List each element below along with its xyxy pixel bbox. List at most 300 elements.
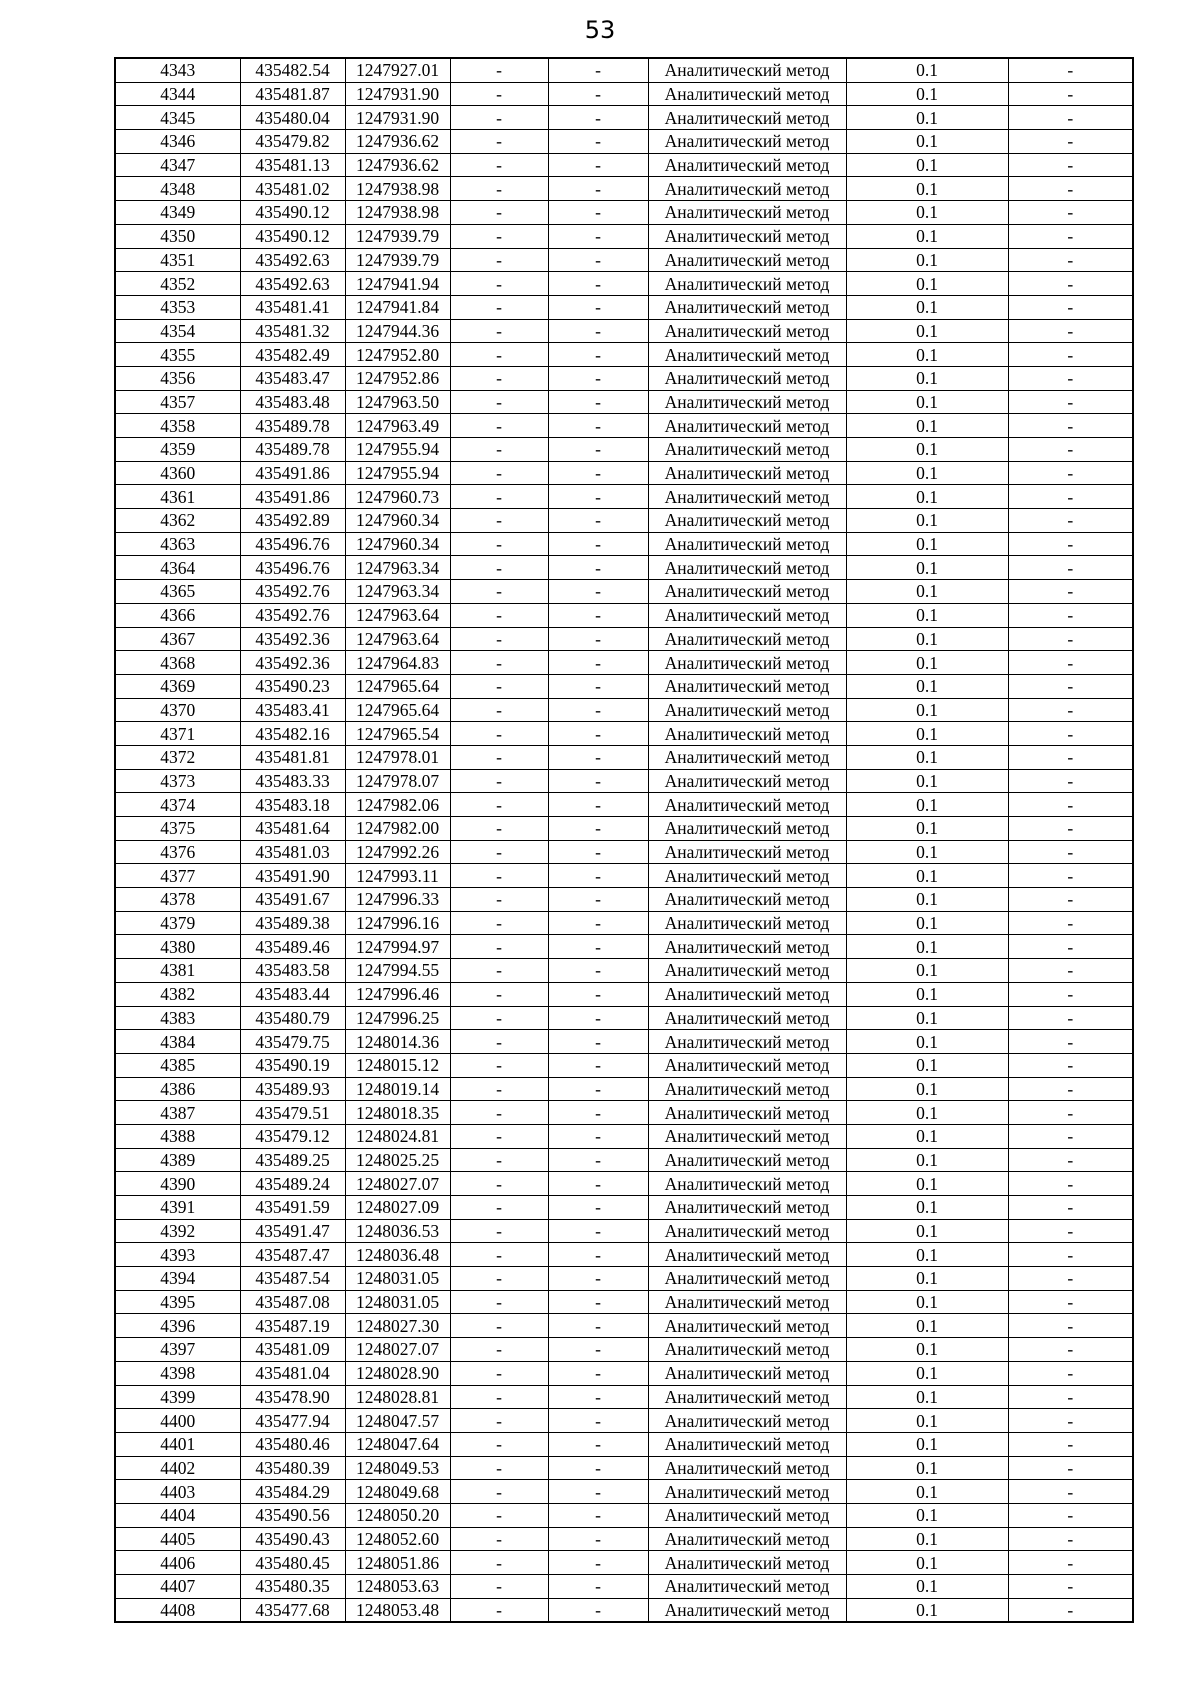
point-number-cell: 4380 xyxy=(115,935,240,959)
table-row xyxy=(115,793,1133,817)
empty-value-cell: - xyxy=(1008,1030,1133,1054)
table-row xyxy=(115,1361,1133,1385)
y-coordinate-cell: 1247944.36 xyxy=(345,319,450,343)
accuracy-cell: 0.1 xyxy=(846,1385,1008,1409)
empty-value-cell: - xyxy=(548,769,648,793)
empty-value-cell: - xyxy=(1008,1267,1133,1291)
point-number-cell: 4395 xyxy=(115,1290,240,1314)
x-coordinate-cell: 435481.02 xyxy=(240,177,345,201)
empty-value-cell: - xyxy=(1008,1456,1133,1480)
empty-value-cell: - xyxy=(450,698,548,722)
empty-value-cell: - xyxy=(450,1361,548,1385)
empty-value-cell: - xyxy=(450,959,548,983)
empty-value-cell: - xyxy=(548,1575,648,1599)
x-coordinate-cell: 435482.54 xyxy=(240,58,345,82)
empty-value-cell: - xyxy=(548,1480,648,1504)
empty-value-cell: - xyxy=(548,1409,648,1433)
point-number-cell: 4403 xyxy=(115,1480,240,1504)
coordinates-table-body xyxy=(115,58,1133,1622)
empty-value-cell: - xyxy=(548,224,648,248)
point-number-cell: 4344 xyxy=(115,82,240,106)
method-cell: Аналитический метод xyxy=(648,698,846,722)
empty-value-cell: - xyxy=(450,911,548,935)
empty-value-cell: - xyxy=(1008,1432,1133,1456)
table-row xyxy=(115,1456,1133,1480)
y-coordinate-cell: 1248027.30 xyxy=(345,1314,450,1338)
table-row xyxy=(115,1267,1133,1291)
table-row xyxy=(115,461,1133,485)
empty-value-cell: - xyxy=(450,1575,548,1599)
accuracy-cell: 0.1 xyxy=(846,1290,1008,1314)
y-coordinate-cell: 1247992.26 xyxy=(345,840,450,864)
empty-value-cell: - xyxy=(450,1267,548,1291)
y-coordinate-cell: 1247927.01 xyxy=(345,58,450,82)
empty-value-cell: - xyxy=(1008,1409,1133,1433)
x-coordinate-cell: 435491.90 xyxy=(240,864,345,888)
empty-value-cell: - xyxy=(1008,1575,1133,1599)
empty-value-cell: - xyxy=(548,1172,648,1196)
table-row xyxy=(115,1006,1133,1030)
method-cell: Аналитический метод xyxy=(648,106,846,130)
empty-value-cell: - xyxy=(1008,1124,1133,1148)
method-cell: Аналитический метод xyxy=(648,248,846,272)
empty-value-cell: - xyxy=(548,319,648,343)
accuracy-cell: 0.1 xyxy=(846,390,1008,414)
method-cell: Аналитический метод xyxy=(648,1480,846,1504)
empty-value-cell: - xyxy=(450,201,548,225)
y-coordinate-cell: 1248014.36 xyxy=(345,1030,450,1054)
method-cell: Аналитический метод xyxy=(648,745,846,769)
accuracy-cell: 0.1 xyxy=(846,1243,1008,1267)
accuracy-cell: 0.1 xyxy=(846,1432,1008,1456)
method-cell: Аналитический метод xyxy=(648,1196,846,1220)
accuracy-cell: 0.1 xyxy=(846,1101,1008,1125)
empty-value-cell: - xyxy=(1008,438,1133,462)
x-coordinate-cell: 435489.46 xyxy=(240,935,345,959)
point-number-cell: 4348 xyxy=(115,177,240,201)
empty-value-cell: - xyxy=(450,769,548,793)
empty-value-cell: - xyxy=(1008,817,1133,841)
empty-value-cell: - xyxy=(450,888,548,912)
table-row xyxy=(115,1551,1133,1575)
y-coordinate-cell: 1247993.11 xyxy=(345,864,450,888)
table-row xyxy=(115,153,1133,177)
y-coordinate-cell: 1247964.83 xyxy=(345,651,450,675)
empty-value-cell: - xyxy=(548,485,648,509)
empty-value-cell: - xyxy=(450,1172,548,1196)
x-coordinate-cell: 435491.67 xyxy=(240,888,345,912)
table-row xyxy=(115,1385,1133,1409)
table-row xyxy=(115,817,1133,841)
y-coordinate-cell: 1248028.81 xyxy=(345,1385,450,1409)
y-coordinate-cell: 1247960.34 xyxy=(345,532,450,556)
method-cell: Аналитический метод xyxy=(648,722,846,746)
x-coordinate-cell: 435479.82 xyxy=(240,130,345,154)
method-cell: Аналитический метод xyxy=(648,1409,846,1433)
table-row xyxy=(115,1219,1133,1243)
empty-value-cell: - xyxy=(1008,1361,1133,1385)
method-cell: Аналитический метод xyxy=(648,1361,846,1385)
empty-value-cell: - xyxy=(1008,390,1133,414)
point-number-cell: 4372 xyxy=(115,745,240,769)
empty-value-cell: - xyxy=(450,935,548,959)
table-row xyxy=(115,674,1133,698)
empty-value-cell: - xyxy=(450,177,548,201)
empty-value-cell: - xyxy=(450,651,548,675)
x-coordinate-cell: 435492.89 xyxy=(240,509,345,533)
empty-value-cell: - xyxy=(548,793,648,817)
y-coordinate-cell: 1248025.25 xyxy=(345,1148,450,1172)
y-coordinate-cell: 1248050.20 xyxy=(345,1503,450,1527)
method-cell: Аналитический метод xyxy=(648,1527,846,1551)
y-coordinate-cell: 1247963.34 xyxy=(345,556,450,580)
y-coordinate-cell: 1247996.25 xyxy=(345,1006,450,1030)
empty-value-cell: - xyxy=(1008,1480,1133,1504)
method-cell: Аналитический метод xyxy=(648,959,846,983)
table-row xyxy=(115,603,1133,627)
y-coordinate-cell: 1247931.90 xyxy=(345,82,450,106)
empty-value-cell: - xyxy=(548,1527,648,1551)
x-coordinate-cell: 435489.24 xyxy=(240,1172,345,1196)
y-coordinate-cell: 1247952.86 xyxy=(345,366,450,390)
method-cell: Аналитический метод xyxy=(648,627,846,651)
point-number-cell: 4396 xyxy=(115,1314,240,1338)
empty-value-cell: - xyxy=(450,295,548,319)
empty-value-cell: - xyxy=(548,366,648,390)
y-coordinate-cell: 1247996.33 xyxy=(345,888,450,912)
point-number-cell: 4353 xyxy=(115,295,240,319)
accuracy-cell: 0.1 xyxy=(846,177,1008,201)
empty-value-cell: - xyxy=(1008,1314,1133,1338)
method-cell: Аналитический метод xyxy=(648,509,846,533)
table-row xyxy=(115,911,1133,935)
method-cell: Аналитический метод xyxy=(648,343,846,367)
empty-value-cell: - xyxy=(1008,1527,1133,1551)
empty-value-cell: - xyxy=(548,627,648,651)
method-cell: Аналитический метод xyxy=(648,177,846,201)
accuracy-cell: 0.1 xyxy=(846,580,1008,604)
point-number-cell: 4379 xyxy=(115,911,240,935)
point-number-cell: 4343 xyxy=(115,58,240,82)
method-cell: Аналитический метод xyxy=(648,556,846,580)
empty-value-cell: - xyxy=(450,1124,548,1148)
point-number-cell: 4361 xyxy=(115,485,240,509)
y-coordinate-cell: 1247936.62 xyxy=(345,130,450,154)
point-number-cell: 4373 xyxy=(115,769,240,793)
table-row xyxy=(115,1575,1133,1599)
accuracy-cell: 0.1 xyxy=(846,556,1008,580)
accuracy-cell: 0.1 xyxy=(846,485,1008,509)
y-coordinate-cell: 1247963.64 xyxy=(345,603,450,627)
empty-value-cell: - xyxy=(548,651,648,675)
y-coordinate-cell: 1248019.14 xyxy=(345,1077,450,1101)
x-coordinate-cell: 435490.56 xyxy=(240,1503,345,1527)
accuracy-cell: 0.1 xyxy=(846,745,1008,769)
accuracy-cell: 0.1 xyxy=(846,82,1008,106)
y-coordinate-cell: 1247931.90 xyxy=(345,106,450,130)
table-row xyxy=(115,532,1133,556)
y-coordinate-cell: 1248047.64 xyxy=(345,1432,450,1456)
accuracy-cell: 0.1 xyxy=(846,911,1008,935)
x-coordinate-cell: 435481.87 xyxy=(240,82,345,106)
point-number-cell: 4345 xyxy=(115,106,240,130)
y-coordinate-cell: 1247941.94 xyxy=(345,272,450,296)
empty-value-cell: - xyxy=(1008,1077,1133,1101)
table-row xyxy=(115,982,1133,1006)
method-cell: Аналитический метод xyxy=(648,1124,846,1148)
table-row xyxy=(115,58,1133,82)
y-coordinate-cell: 1247965.64 xyxy=(345,674,450,698)
empty-value-cell: - xyxy=(548,1290,648,1314)
empty-value-cell: - xyxy=(1008,224,1133,248)
empty-value-cell: - xyxy=(548,911,648,935)
x-coordinate-cell: 435477.68 xyxy=(240,1598,345,1622)
empty-value-cell: - xyxy=(450,390,548,414)
empty-value-cell: - xyxy=(450,343,548,367)
point-number-cell: 4397 xyxy=(115,1338,240,1362)
table-row xyxy=(115,1480,1133,1504)
y-coordinate-cell: 1247996.46 xyxy=(345,982,450,1006)
method-cell: Аналитический метод xyxy=(648,1267,846,1291)
empty-value-cell: - xyxy=(450,1385,548,1409)
empty-value-cell: - xyxy=(548,674,648,698)
point-number-cell: 4388 xyxy=(115,1124,240,1148)
method-cell: Аналитический метод xyxy=(648,1598,846,1622)
empty-value-cell: - xyxy=(450,532,548,556)
y-coordinate-cell: 1247939.79 xyxy=(345,248,450,272)
empty-value-cell: - xyxy=(1008,769,1133,793)
method-cell: Аналитический метод xyxy=(648,1385,846,1409)
empty-value-cell: - xyxy=(548,1124,648,1148)
empty-value-cell: - xyxy=(1008,911,1133,935)
method-cell: Аналитический метод xyxy=(648,1290,846,1314)
empty-value-cell: - xyxy=(548,82,648,106)
point-number-cell: 4359 xyxy=(115,438,240,462)
y-coordinate-cell: 1247978.01 xyxy=(345,745,450,769)
page-number: 53 xyxy=(584,16,616,44)
empty-value-cell: - xyxy=(548,1551,648,1575)
point-number-cell: 4358 xyxy=(115,414,240,438)
point-number-cell: 4363 xyxy=(115,532,240,556)
empty-value-cell: - xyxy=(1008,1172,1133,1196)
table-row xyxy=(115,888,1133,912)
table-row xyxy=(115,769,1133,793)
point-number-cell: 4354 xyxy=(115,319,240,343)
method-cell: Аналитический метод xyxy=(648,769,846,793)
method-cell: Аналитический метод xyxy=(648,58,846,82)
x-coordinate-cell: 435481.32 xyxy=(240,319,345,343)
empty-value-cell: - xyxy=(450,1053,548,1077)
x-coordinate-cell: 435478.90 xyxy=(240,1385,345,1409)
point-number-cell: 4351 xyxy=(115,248,240,272)
accuracy-cell: 0.1 xyxy=(846,438,1008,462)
table-row xyxy=(115,343,1133,367)
method-cell: Аналитический метод xyxy=(648,1030,846,1054)
accuracy-cell: 0.1 xyxy=(846,343,1008,367)
empty-value-cell: - xyxy=(450,1551,548,1575)
empty-value-cell: - xyxy=(1008,556,1133,580)
x-coordinate-cell: 435483.33 xyxy=(240,769,345,793)
empty-value-cell: - xyxy=(450,1148,548,1172)
point-number-cell: 4389 xyxy=(115,1148,240,1172)
x-coordinate-cell: 435490.12 xyxy=(240,224,345,248)
method-cell: Аналитический метод xyxy=(648,438,846,462)
accuracy-cell: 0.1 xyxy=(846,982,1008,1006)
point-number-cell: 4352 xyxy=(115,272,240,296)
empty-value-cell: - xyxy=(450,1527,548,1551)
empty-value-cell: - xyxy=(548,1385,648,1409)
y-coordinate-cell: 1247960.73 xyxy=(345,485,450,509)
point-number-cell: 4370 xyxy=(115,698,240,722)
y-coordinate-cell: 1247963.50 xyxy=(345,390,450,414)
empty-value-cell: - xyxy=(1008,982,1133,1006)
empty-value-cell: - xyxy=(548,532,648,556)
y-coordinate-cell: 1248031.05 xyxy=(345,1267,450,1291)
method-cell: Аналитический метод xyxy=(648,1219,846,1243)
empty-value-cell: - xyxy=(450,982,548,1006)
empty-value-cell: - xyxy=(450,366,548,390)
accuracy-cell: 0.1 xyxy=(846,935,1008,959)
y-coordinate-cell: 1248052.60 xyxy=(345,1527,450,1551)
empty-value-cell: - xyxy=(1008,1101,1133,1125)
table-row xyxy=(115,1101,1133,1125)
accuracy-cell: 0.1 xyxy=(846,603,1008,627)
empty-value-cell: - xyxy=(1008,106,1133,130)
table-row xyxy=(115,580,1133,604)
accuracy-cell: 0.1 xyxy=(846,1053,1008,1077)
method-cell: Аналитический метод xyxy=(648,888,846,912)
empty-value-cell: - xyxy=(450,1409,548,1433)
point-number-cell: 4383 xyxy=(115,1006,240,1030)
empty-value-cell: - xyxy=(1008,509,1133,533)
y-coordinate-cell: 1247965.64 xyxy=(345,698,450,722)
x-coordinate-cell: 435490.43 xyxy=(240,1527,345,1551)
empty-value-cell: - xyxy=(1008,745,1133,769)
accuracy-cell: 0.1 xyxy=(846,366,1008,390)
method-cell: Аналитический метод xyxy=(648,1456,846,1480)
empty-value-cell: - xyxy=(548,106,648,130)
point-number-cell: 4360 xyxy=(115,461,240,485)
empty-value-cell: - xyxy=(450,1432,548,1456)
method-cell: Аналитический метод xyxy=(648,911,846,935)
empty-value-cell: - xyxy=(450,485,548,509)
point-number-cell: 4400 xyxy=(115,1409,240,1433)
empty-value-cell: - xyxy=(450,722,548,746)
empty-value-cell: - xyxy=(548,745,648,769)
empty-value-cell: - xyxy=(1008,177,1133,201)
empty-value-cell: - xyxy=(450,1030,548,1054)
empty-value-cell: - xyxy=(548,201,648,225)
empty-value-cell: - xyxy=(548,722,648,746)
y-coordinate-cell: 1247982.00 xyxy=(345,817,450,841)
point-number-cell: 4378 xyxy=(115,888,240,912)
empty-value-cell: - xyxy=(450,745,548,769)
table-row xyxy=(115,319,1133,343)
method-cell: Аналитический метод xyxy=(648,1432,846,1456)
empty-value-cell: - xyxy=(548,1361,648,1385)
empty-value-cell: - xyxy=(548,130,648,154)
empty-value-cell: - xyxy=(548,603,648,627)
empty-value-cell: - xyxy=(1008,1503,1133,1527)
accuracy-cell: 0.1 xyxy=(846,1480,1008,1504)
coordinates-table xyxy=(114,57,1134,1623)
method-cell: Аналитический метод xyxy=(648,295,846,319)
table-row xyxy=(115,1124,1133,1148)
empty-value-cell: - xyxy=(1008,366,1133,390)
point-number-cell: 4349 xyxy=(115,201,240,225)
empty-value-cell: - xyxy=(548,1503,648,1527)
x-coordinate-cell: 435492.63 xyxy=(240,248,345,272)
empty-value-cell: - xyxy=(450,1196,548,1220)
empty-value-cell: - xyxy=(548,935,648,959)
method-cell: Аналитический метод xyxy=(648,840,846,864)
accuracy-cell: 0.1 xyxy=(846,674,1008,698)
empty-value-cell: - xyxy=(1008,1598,1133,1622)
y-coordinate-cell: 1248053.63 xyxy=(345,1575,450,1599)
y-coordinate-cell: 1247941.84 xyxy=(345,295,450,319)
method-cell: Аналитический метод xyxy=(648,1172,846,1196)
x-coordinate-cell: 435480.79 xyxy=(240,1006,345,1030)
accuracy-cell: 0.1 xyxy=(846,722,1008,746)
empty-value-cell: - xyxy=(450,153,548,177)
point-number-cell: 4357 xyxy=(115,390,240,414)
empty-value-cell: - xyxy=(450,1077,548,1101)
empty-value-cell: - xyxy=(1008,295,1133,319)
table-row xyxy=(115,1527,1133,1551)
method-cell: Аналитический метод xyxy=(648,603,846,627)
accuracy-cell: 0.1 xyxy=(846,319,1008,343)
point-number-cell: 4350 xyxy=(115,224,240,248)
empty-value-cell: - xyxy=(1008,1006,1133,1030)
point-number-cell: 4376 xyxy=(115,840,240,864)
point-number-cell: 4381 xyxy=(115,959,240,983)
empty-value-cell: - xyxy=(1008,793,1133,817)
empty-value-cell: - xyxy=(450,58,548,82)
y-coordinate-cell: 1248027.07 xyxy=(345,1338,450,1362)
empty-value-cell: - xyxy=(450,461,548,485)
empty-value-cell: - xyxy=(1008,343,1133,367)
table-row xyxy=(115,106,1133,130)
empty-value-cell: - xyxy=(1008,935,1133,959)
point-number-cell: 4408 xyxy=(115,1598,240,1622)
y-coordinate-cell: 1247955.94 xyxy=(345,461,450,485)
empty-value-cell: - xyxy=(1008,840,1133,864)
empty-value-cell: - xyxy=(450,580,548,604)
accuracy-cell: 0.1 xyxy=(846,201,1008,225)
empty-value-cell: - xyxy=(1008,130,1133,154)
table-row xyxy=(115,82,1133,106)
table-row xyxy=(115,556,1133,580)
x-coordinate-cell: 435487.08 xyxy=(240,1290,345,1314)
method-cell: Аналитический метод xyxy=(648,414,846,438)
accuracy-cell: 0.1 xyxy=(846,153,1008,177)
method-cell: Аналитический метод xyxy=(648,1503,846,1527)
table-row xyxy=(115,272,1133,296)
y-coordinate-cell: 1248049.53 xyxy=(345,1456,450,1480)
point-number-cell: 4405 xyxy=(115,1527,240,1551)
empty-value-cell: - xyxy=(1008,1053,1133,1077)
method-cell: Аналитический метод xyxy=(648,674,846,698)
point-number-cell: 4347 xyxy=(115,153,240,177)
empty-value-cell: - xyxy=(450,1219,548,1243)
accuracy-cell: 0.1 xyxy=(846,58,1008,82)
empty-value-cell: - xyxy=(548,888,648,912)
empty-value-cell: - xyxy=(548,295,648,319)
empty-value-cell: - xyxy=(450,864,548,888)
y-coordinate-cell: 1247938.98 xyxy=(345,201,450,225)
accuracy-cell: 0.1 xyxy=(846,532,1008,556)
table-row xyxy=(115,840,1133,864)
